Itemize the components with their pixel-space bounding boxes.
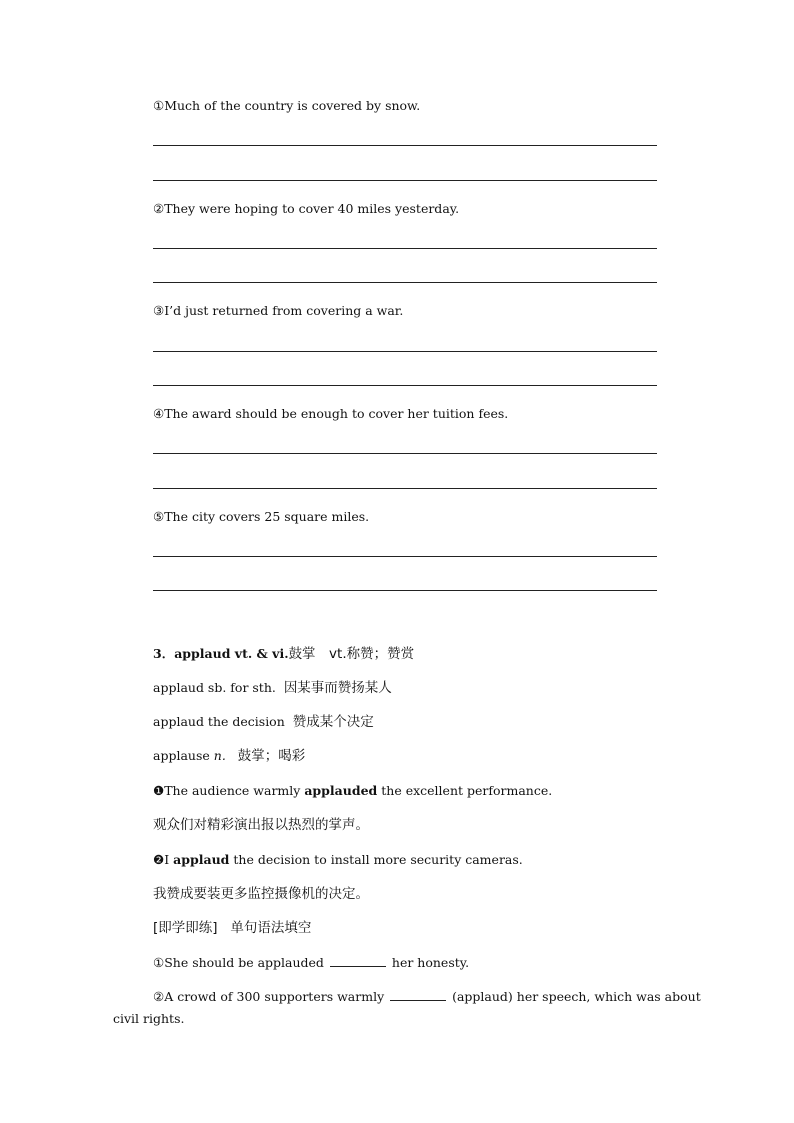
example-text: I (164, 852, 174, 867)
phrase-en: applaud the decision (153, 714, 285, 729)
practice-text: (applaud) her speech, which was about (448, 989, 701, 1004)
translate-item-2: ②They were hoping to cover 40 miles yesterday. (153, 201, 460, 216)
practice-title: 单句语法填空 (230, 920, 312, 936)
practice-label: [即学即练] (153, 920, 218, 936)
translate-item-4: ④The award should be enough to cover her tuition fees. (153, 406, 509, 421)
entry-heading-cn: 鼓掌 vt.称赞；赞赏 (288, 646, 415, 662)
derivative (153, 748, 305, 764)
phrase-en: applaud sb. for sth. (153, 680, 276, 695)
phrase-2 (153, 714, 374, 730)
answer-line (153, 248, 657, 249)
practice-text: ①She should be applauded (153, 955, 328, 970)
practice-header (153, 920, 311, 936)
answer-line (153, 453, 657, 454)
answer-line (153, 282, 657, 283)
translate-item-1: ①Much of the country is covered by snow. (153, 98, 421, 113)
phrase-cn: 赞成某个决定 (292, 714, 374, 730)
example-number: ❶ (153, 783, 165, 798)
fill-blank[interactable] (390, 989, 446, 1001)
example-text: The audience warmly (164, 783, 305, 798)
answer-line (153, 145, 657, 146)
practice-item-2-continuation: civil rights. (113, 1011, 185, 1026)
example-text: the decision to install more security cameras. (229, 852, 523, 867)
example-keyword: applauded (304, 783, 378, 798)
example-keyword: applaud (173, 852, 230, 867)
answer-line (153, 488, 657, 489)
example-text: the excellent performance. (377, 783, 553, 798)
answer-line (153, 556, 657, 557)
practice-text: her honesty. (387, 955, 470, 970)
example-1 (153, 783, 552, 799)
entry-heading-en: 3．applaud vt. & vi. (153, 646, 289, 661)
fill-blank[interactable] (330, 955, 386, 967)
translate-item-5: ⑤The city covers 25 square miles. (153, 509, 370, 524)
derivative-pos: n. (213, 748, 226, 763)
answer-line (153, 351, 657, 352)
phrase-cn: 因某事而赞扬某人 (283, 680, 392, 696)
practice-item-1 (153, 955, 469, 971)
practice-item-2 (153, 989, 701, 1005)
derivative-cn: 鼓掌；喝彩 (237, 748, 306, 764)
phrase-1 (153, 680, 392, 696)
entry-heading (153, 646, 414, 662)
translate-item-3: ③I’d just returned from covering a war. (153, 303, 404, 318)
answer-line (153, 590, 657, 591)
example-2-translation: 我赞成要装更多监控摄像机的决定。 (153, 886, 369, 902)
practice-text: ②A crowd of 300 supporters warmly (153, 989, 389, 1004)
example-1-translation: 观众们对精彩演出报以热烈的掌声。 (153, 817, 369, 833)
example-2 (153, 852, 523, 868)
example-number: ❷ (153, 852, 165, 867)
answer-line (153, 385, 657, 386)
derivative-word: applause (153, 748, 210, 763)
answer-line (153, 180, 657, 181)
